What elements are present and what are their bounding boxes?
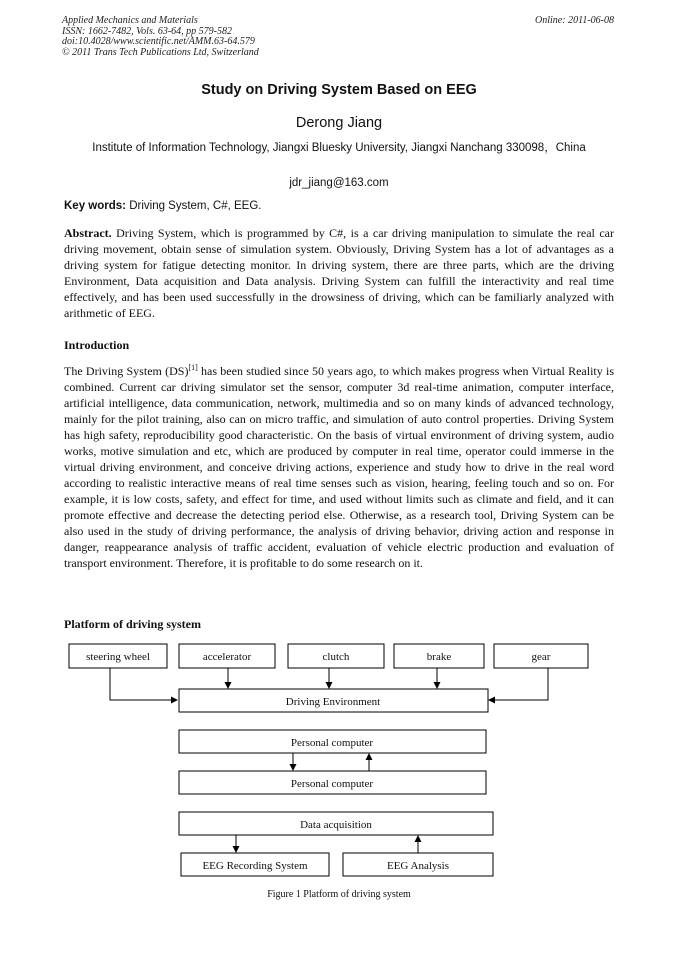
input-gear [494, 644, 588, 668]
platform-heading: Platform of driving system [64, 617, 201, 631]
input-accelerator [179, 644, 275, 668]
doi: doi:10.4028/www.scientific.net/AMM.63-64.579 [62, 36, 255, 47]
input-label: brake [426, 651, 452, 663]
input-steering-wheel [69, 644, 167, 668]
box-label: Driving Environment [285, 696, 381, 708]
box-personal-computer-2 [179, 771, 486, 794]
affiliation: Institute of Information Technology, Jiangxi Bluesky University, Jiangxi Nanchang 330098，China [92, 142, 586, 154]
box-label: EEG Analysis [386, 860, 450, 872]
input-label: steering wheel [86, 651, 150, 663]
input-label: gear [531, 651, 551, 663]
introduction-heading: Introduction [64, 338, 130, 352]
citation-ref: [1] [188, 363, 198, 372]
journal-name: Applied Mechanics and Materials [62, 15, 198, 26]
author-email: jdr_jiang@163.com [289, 177, 389, 189]
box-personal-computer-1 [179, 730, 486, 753]
keywords-label: Key words: [64, 200, 126, 212]
author: Derong Jiang [295, 115, 383, 131]
abstract-text: Driving System, which is programmed by C#, is a car driving manipulation to simulate the real car driving movement, obtain sense of simulation system. Obviously, Driving System has a lot of advantages as a driving system for fatigue detecting monitor. In driving system, there are three parts, which are the driving Environment, Data acquisition and Data analysis. Driving System can fulfill the interactivity and real time effectively, and has been used successfully in the drowsiness of driving, which can be familiarly analyzed with arithmetic of EEG. [64, 226, 614, 320]
box-data-acquisition [179, 812, 493, 835]
online-date: Online: 2011-06-08 [535, 15, 614, 26]
keywords-text: Driving System, C#, EEG. [126, 200, 262, 212]
copyright: © 2011 Trans Tech Publications Ltd, Switzerland [62, 46, 259, 58]
paper-title: Study on Driving System Based on EEG [201, 82, 477, 98]
box-driving-environment [179, 689, 488, 712]
issn: ISSN: 1662-7482, Vols. 63-64, pp 579-582 [62, 25, 232, 37]
input-clutch [288, 644, 384, 668]
box-label: Personal computer [290, 737, 374, 749]
input-brake [394, 644, 484, 668]
abstract-label: Abstract. [64, 226, 112, 240]
connector-steering [110, 668, 177, 700]
box-eeg-recording [181, 853, 329, 876]
connector-gear [489, 668, 548, 700]
intro-text-a: The Driving System (DS) [64, 364, 189, 378]
intro-text-b: has been studied since 50 years ago, to which makes progress when Virtual Reality is combined. Current car driving simulator set the sensor, computer 3d real-time animation, computer interface, artificial intelligence, data communication, network, multimedia and so on many kinds of advanced technology, mainly for the pilot training, also can on micro traffic, and simulation of auto control properties. Driving System has high safety, reproducibility good characteristic. On the basis of virtual environment of driving system, audio works, motive simulation and etc, which are produced by computer in real time, operator could immerse in the virtual driving environment, and conceive driving actions, experience and study how to drive in the real word according to realistic interactive means of real time senses such as vision, hearing, feeling touch and so on. For example, it is low costs, safety, and effect for time, and used without limits such as climate and field, and it can promote effective and decrease the detecting period else. Otherwise, as a research tool, Driving System can be also used in the study of driving performance, the analysis of driving behavior, driving action and response in danger, reappearance analysis of traffic accident, evaluation of vehicle electric production and evaluation of transport environment. Therefore, it is profitable to do some research on it. [64, 364, 615, 570]
figure-caption: Figure 1 Platform of driving system [267, 889, 411, 900]
input-label: accelerator [202, 651, 252, 663]
box-label: Data acquisition [300, 819, 372, 831]
box-label: Personal computer [290, 778, 374, 790]
box-label: EEG Recording System [202, 860, 308, 872]
input-label: clutch [322, 651, 350, 663]
box-eeg-analysis [343, 853, 493, 876]
